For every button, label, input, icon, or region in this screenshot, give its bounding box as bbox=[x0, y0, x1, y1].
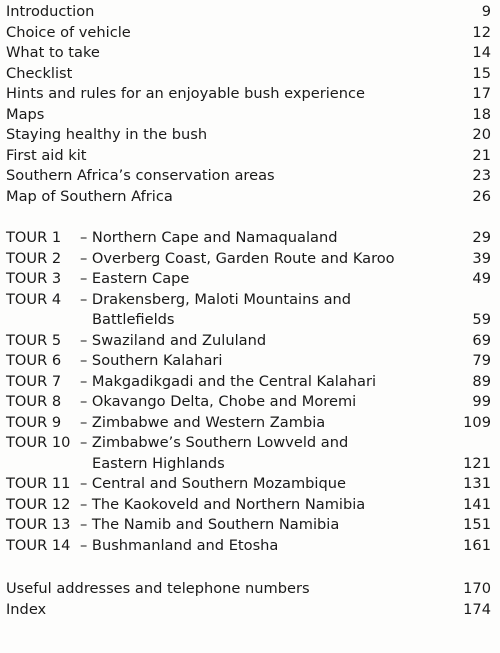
tour-title: – Southern Kalahari bbox=[80, 352, 223, 369]
tour-number: TOUR 12 bbox=[6, 495, 71, 513]
tour-number: TOUR 1 bbox=[6, 229, 62, 246]
toc-entry-title: Introduction bbox=[6, 3, 95, 20]
tour-number: TOUR 14 bbox=[6, 536, 71, 554]
toc-entry-title: Index bbox=[6, 600, 47, 618]
tour-entry bbox=[6, 536, 491, 556]
toc-entry-page-number: 170 bbox=[463, 580, 491, 597]
tour-title: – Northern Cape and Namaqualand bbox=[80, 229, 338, 246]
tour-entry-continuation bbox=[6, 454, 491, 474]
toc-entry-page-number: 141 bbox=[463, 495, 491, 513]
toc-entry-page-number: 99 bbox=[472, 393, 491, 410]
tour-title: – Overberg Coast, Garden Route and Karoo bbox=[80, 249, 395, 267]
toc-entry-page-number: 174 bbox=[463, 600, 491, 618]
toc-entry-page-number: 131 bbox=[463, 475, 491, 492]
tour-title: – The Kaokoveld and Northern Namibia bbox=[80, 495, 366, 513]
tour-title: – Drakensberg, Maloti Mountains and bbox=[80, 290, 352, 308]
tour-entry bbox=[6, 290, 491, 310]
toc-entry-page-number: 59 bbox=[472, 311, 491, 328]
tour-title: – Swaziland and Zululand bbox=[80, 331, 267, 349]
toc-entry-page-number: 109 bbox=[463, 413, 491, 431]
toc-entry bbox=[6, 146, 491, 166]
toc-entry bbox=[6, 579, 491, 599]
toc-entry bbox=[6, 64, 491, 84]
tour-title-continuation: Eastern Highlands bbox=[92, 454, 225, 472]
toc-entry-title: First aid kit bbox=[6, 146, 87, 164]
toc-entry-page-number: 161 bbox=[463, 536, 491, 554]
tour-entry bbox=[6, 249, 491, 269]
tour-number: TOUR 11 bbox=[6, 475, 71, 492]
toc-entry-title: Checklist bbox=[6, 64, 73, 82]
tour-number: TOUR 13 bbox=[6, 516, 71, 533]
toc-entry bbox=[6, 105, 491, 125]
toc-entry bbox=[6, 84, 491, 104]
tour-entry bbox=[6, 351, 491, 371]
toc-entry bbox=[6, 187, 491, 207]
toc-entry-page-number: 21 bbox=[472, 146, 491, 164]
tour-title: – Zimbabwe’s Southern Lowveld and bbox=[80, 434, 349, 451]
tour-entry bbox=[6, 372, 491, 392]
toc-entry-page-number: 18 bbox=[472, 105, 491, 123]
tour-entry bbox=[6, 495, 491, 515]
toc-entry-title: Southern Africa’s conservation areas bbox=[6, 167, 275, 184]
tour-number: TOUR 6 bbox=[6, 352, 62, 369]
tour-number: TOUR 10 bbox=[6, 434, 71, 451]
tour-entry bbox=[6, 228, 491, 248]
toc-entry-page-number: 14 bbox=[472, 44, 491, 61]
toc-entry-page-number: 29 bbox=[472, 229, 491, 246]
toc-entry-page-number: 9 bbox=[481, 3, 491, 20]
toc-entry-title: Choice of vehicle bbox=[6, 23, 131, 41]
tour-number: TOUR 4 bbox=[6, 290, 62, 308]
tour-title: – Okavango Delta, Chobe and Moremi bbox=[80, 393, 357, 410]
toc-entry-page-number: 69 bbox=[472, 331, 491, 349]
toc-entry-page-number: 20 bbox=[472, 126, 491, 143]
tour-number: TOUR 7 bbox=[6, 372, 62, 390]
toc-entry-title: Hints and rules for an enjoyable bush experience bbox=[6, 85, 366, 102]
toc-entry-page-number: 39 bbox=[472, 249, 491, 267]
toc-entry-page-number: 49 bbox=[472, 270, 491, 287]
toc-entry-page-number: 17 bbox=[472, 85, 491, 102]
tour-entry bbox=[6, 474, 491, 494]
tour-title: – The Namib and Southern Namibia bbox=[80, 516, 340, 533]
tour-title: – Eastern Cape bbox=[80, 270, 190, 287]
toc-entry bbox=[6, 43, 491, 63]
tour-title-continuation: Battlefields bbox=[92, 311, 175, 328]
toc-entry-title: Staying healthy in the bush bbox=[6, 126, 208, 143]
toc-entry bbox=[6, 23, 491, 43]
toc-entry-title: Map of Southern Africa bbox=[6, 187, 173, 205]
toc-entry bbox=[6, 2, 491, 22]
toc-entry bbox=[6, 125, 491, 145]
tour-title: – Central and Southern Mozambique bbox=[80, 475, 346, 492]
toc-entry-title: Useful addresses and telephone numbers bbox=[6, 580, 310, 597]
tour-number: TOUR 8 bbox=[6, 393, 62, 410]
tour-title: – Zimbabwe and Western Zambia bbox=[80, 413, 326, 431]
tour-number: TOUR 5 bbox=[6, 331, 62, 349]
toc-entry-page-number: 23 bbox=[472, 167, 491, 184]
tour-entry bbox=[6, 269, 491, 289]
toc-entry-page-number: 79 bbox=[472, 352, 491, 369]
toc-entry bbox=[6, 600, 491, 620]
tour-entry bbox=[6, 331, 491, 351]
tour-entry bbox=[6, 515, 491, 535]
toc-entry-page-number: 15 bbox=[472, 64, 491, 82]
tour-entry bbox=[6, 413, 491, 433]
toc-entry-page-number: 12 bbox=[472, 23, 491, 41]
toc-entry-page-number: 121 bbox=[463, 454, 491, 472]
toc-entry-page-number: 26 bbox=[472, 187, 491, 205]
tour-title: – Makgadikgadi and the Central Kalahari bbox=[80, 372, 377, 390]
tour-entry bbox=[6, 433, 491, 453]
toc-entry-page-number: 151 bbox=[463, 516, 491, 533]
tour-entry-continuation bbox=[6, 310, 491, 330]
tour-number: TOUR 3 bbox=[6, 270, 62, 287]
tour-number: TOUR 9 bbox=[6, 413, 62, 431]
tour-title: – Bushmanland and Etosha bbox=[80, 536, 279, 554]
toc-entry-title: What to take bbox=[6, 44, 100, 61]
toc-entry-page-number: 89 bbox=[472, 372, 491, 390]
tour-entry bbox=[6, 392, 491, 412]
toc-entry-title: Maps bbox=[6, 105, 45, 123]
tour-number: TOUR 2 bbox=[6, 249, 62, 267]
toc-entry bbox=[6, 166, 491, 186]
